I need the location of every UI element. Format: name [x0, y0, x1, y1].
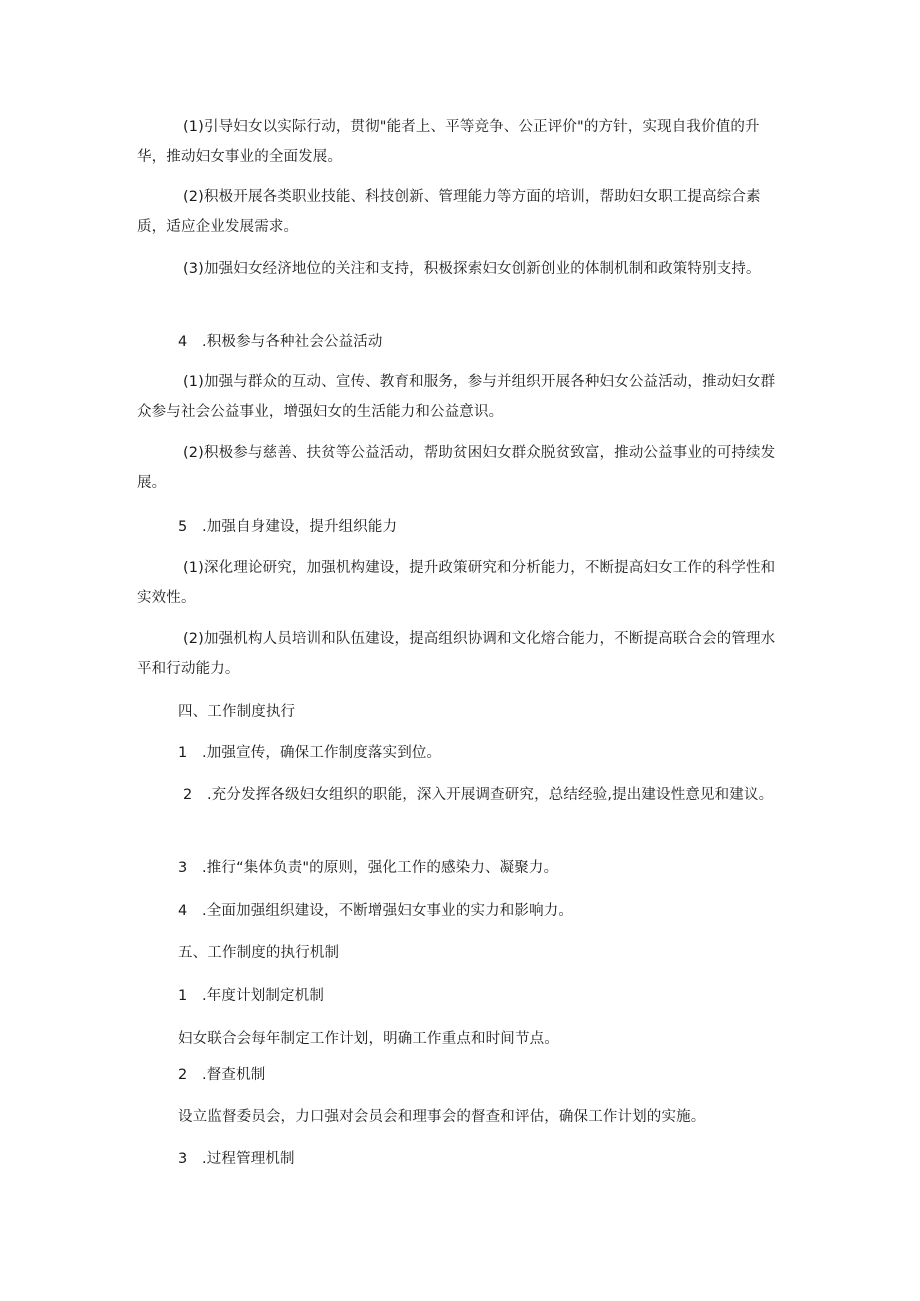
mechanism-heading-1: 1 .年度计划制定机制 — [178, 988, 324, 1004]
paragraph-7: (2)加强机构人员培训和队伍建设，提高组织协调和文化熔合能力，不断提高联合会的管理水平和行动能力。 — [137, 631, 776, 677]
mechanism-heading-2: 2 .督查机制 — [178, 1067, 266, 1083]
section-heading-5: 5 .加强自身建设，提升组织能力 — [178, 519, 398, 535]
paragraph-1: (1)引导妇女以实际行动，贯彻"能者上、平等竞争、公正评价"的方针，实现自我价值的升华，推动妇女事业的全面发展。 — [137, 119, 760, 165]
paragraph-3: (3)加强妇女经济地位的关注和支持，积极探索妇女创新创业的体制机制和政策特别支持。 — [183, 261, 761, 277]
list-item-1: 1 .加强宣传，确保工作制度落实到位。 — [178, 745, 442, 761]
mechanism-text-2: 设立监督委员会，力口强对会员会和理事会的督查和评估，确保工作计划的实施。 — [178, 1109, 706, 1125]
mechanism-text-1: 妇女联合会每年制定工作计划，明确工作重点和时间节点。 — [178, 1031, 559, 1047]
chapter-heading-5: 五、工作制度的执行机制 — [178, 945, 340, 961]
chapter-heading-4: 四、工作制度执行 — [178, 704, 296, 720]
list-item-2: 2 .充分发挥各级妇女组织的职能，深入开展调查研究，总结经验,提出建设性意见和建议。 — [183, 787, 774, 803]
paragraph-4: (1)加强与群众的互动、宣传、教育和服务，参与并组织开展各种妇女公益活动，推动妇女群众参与社会公益事业，增强妇女的生活能力和公益意识。 — [137, 374, 776, 420]
paragraph-5: (2)积极参与慈善、扶贫等公益活动，帮助贫困妇女群众脱贫致富，推动公益事业的可持续发展。 — [137, 445, 776, 491]
paragraph-2: (2)积极开展各类职业技能、科技创新、管理能力等方面的培训，帮助妇女职工提高综合素质，适应企业发展需求。 — [137, 189, 761, 235]
section-heading-4: 4 .积极参与各种社会公益活动 — [178, 334, 383, 350]
paragraph-6: (1)深化理论研究，加强机构建设，提升政策研究和分析能力，不断提高妇女工作的科学性和实效性。 — [137, 560, 776, 606]
list-item-4: 4 .全面加强组织建设，不断增强妇女事业的实力和影响力。 — [178, 903, 574, 919]
mechanism-heading-3: 3 .过程管理机制 — [178, 1151, 295, 1167]
list-item-3: 3 .推行“集体负责"的原则，强化工作的感染力、凝聚力。 — [178, 860, 559, 876]
